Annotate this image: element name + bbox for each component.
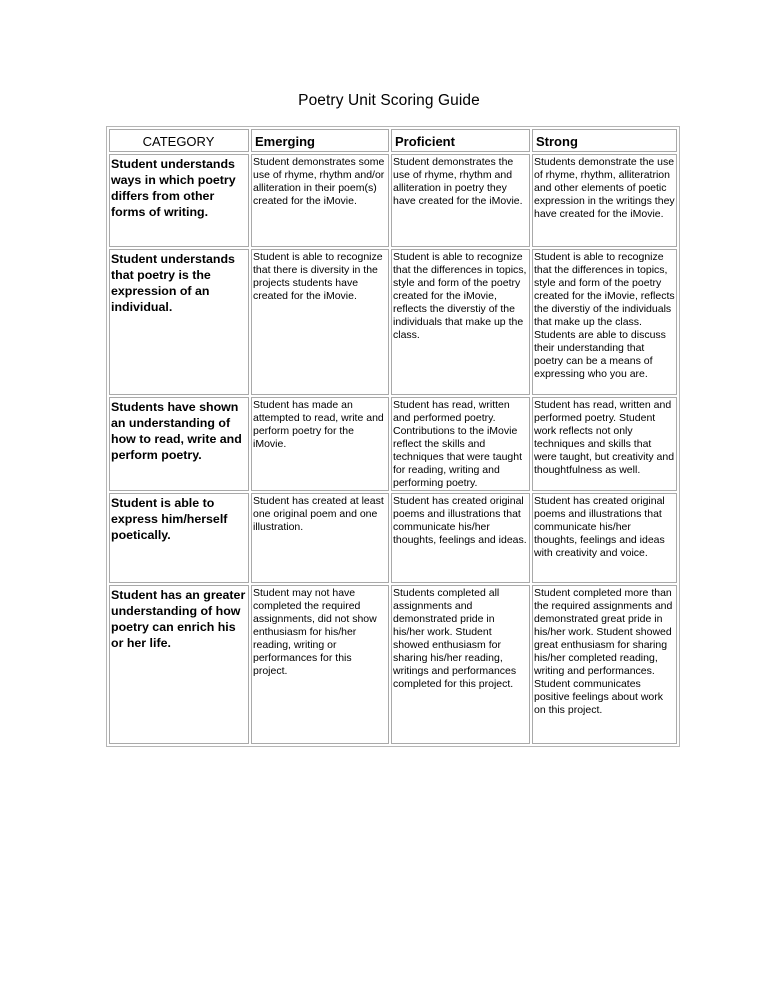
strong-cell: Student completed more than the required assignments and demonstrated great pride in his/her work. Student showed great enthusiasm for sharing his/her completed reading, writing and performances. Student communicates positive feelings about work on this project. (532, 585, 677, 744)
header-row (109, 129, 677, 152)
emerging-cell: Student is able to recognize that there is diversity in the projects students have created for the iMovie. (251, 249, 389, 395)
header-emerging: Emerging (251, 129, 389, 152)
proficient-cell: Student demonstrates the use of rhyme, rhythm and alliteration in poetry they have created for the iMovie. (391, 154, 530, 247)
emerging-cell: Student demonstrates some use of rhyme, rhythm and/or alliteration in their poem(s) created for the iMovie. (251, 154, 389, 247)
strong-cell: Student has read, written and performed poetry. Student work reflects not only techniques and skills that were taught, but creativity and thoughtfulness as well. (532, 397, 677, 491)
table-row (109, 249, 677, 395)
emerging-cell: Student may not have completed the required assignments, did not show enthusiasm for his/her reading, writing or performances for this project. (251, 585, 389, 744)
emerging-cell: Student has created at least one original poem and one illustration. (251, 493, 389, 583)
scoring-rubric-table (106, 126, 680, 747)
category-cell: Student understands ways in which poetry differs from other forms of writing. (109, 154, 249, 247)
header-proficient: Proficient (391, 129, 530, 152)
category-cell: Student has an greater understanding of how poetry can enrich his or her life. (109, 585, 249, 744)
proficient-cell: Student has read, written and performed poetry. Contributions to the iMovie reflect the skills and techniques that were taught for reading, writing and performing poetry. (391, 397, 530, 491)
proficient-cell: Students completed all assignments and demonstrated pride in his/her work. Student showed enthusiasm for sharing his/her reading, writings and performances completed for this project. (391, 585, 530, 744)
strong-cell: Students demonstrate the use of rhyme, rhythm, alliteratrion and other elements of poetic expression in the writings they have created for the iMovie. (532, 154, 677, 247)
table-row (109, 585, 677, 744)
table-row (109, 154, 677, 247)
emerging-cell: Student has made an attempted to read, write and perform poetry for the iMovie. (251, 397, 389, 491)
proficient-cell: Student has created original poems and illustrations that communicate his/her thoughts, feelings and ideas. (391, 493, 530, 583)
table-row (109, 493, 677, 583)
strong-cell: Student has created original poems and illustrations that communicate his/her thoughts, feelings and ideas with creativity and voice. (532, 493, 677, 583)
document-title: Poetry Unit Scoring Guide (298, 92, 480, 109)
strong-cell: Student is able to recognize that the differences in topics, style and form of the poetry created for the iMovie, reflects the diverstiy of the individuals that make up the class. Students are able to discuss their understanding that poetry can be a means of expressing who you are. (532, 249, 677, 395)
header-strong: Strong (532, 129, 677, 152)
header-category: CATEGORY (109, 129, 249, 152)
table-row (109, 397, 677, 491)
category-cell: Student understands that poetry is the expression of an individual. (109, 249, 249, 395)
proficient-cell: Student is able to recognize that the differences in topics, style and form of the poetry created for the iMovie, reflects the diverstiy of the individuals that make up the class. (391, 249, 530, 395)
category-cell: Students have shown an understanding of how to read, write and perform poetry. (109, 397, 249, 491)
category-cell: Student is able to express him/herself poetically. (109, 493, 249, 583)
